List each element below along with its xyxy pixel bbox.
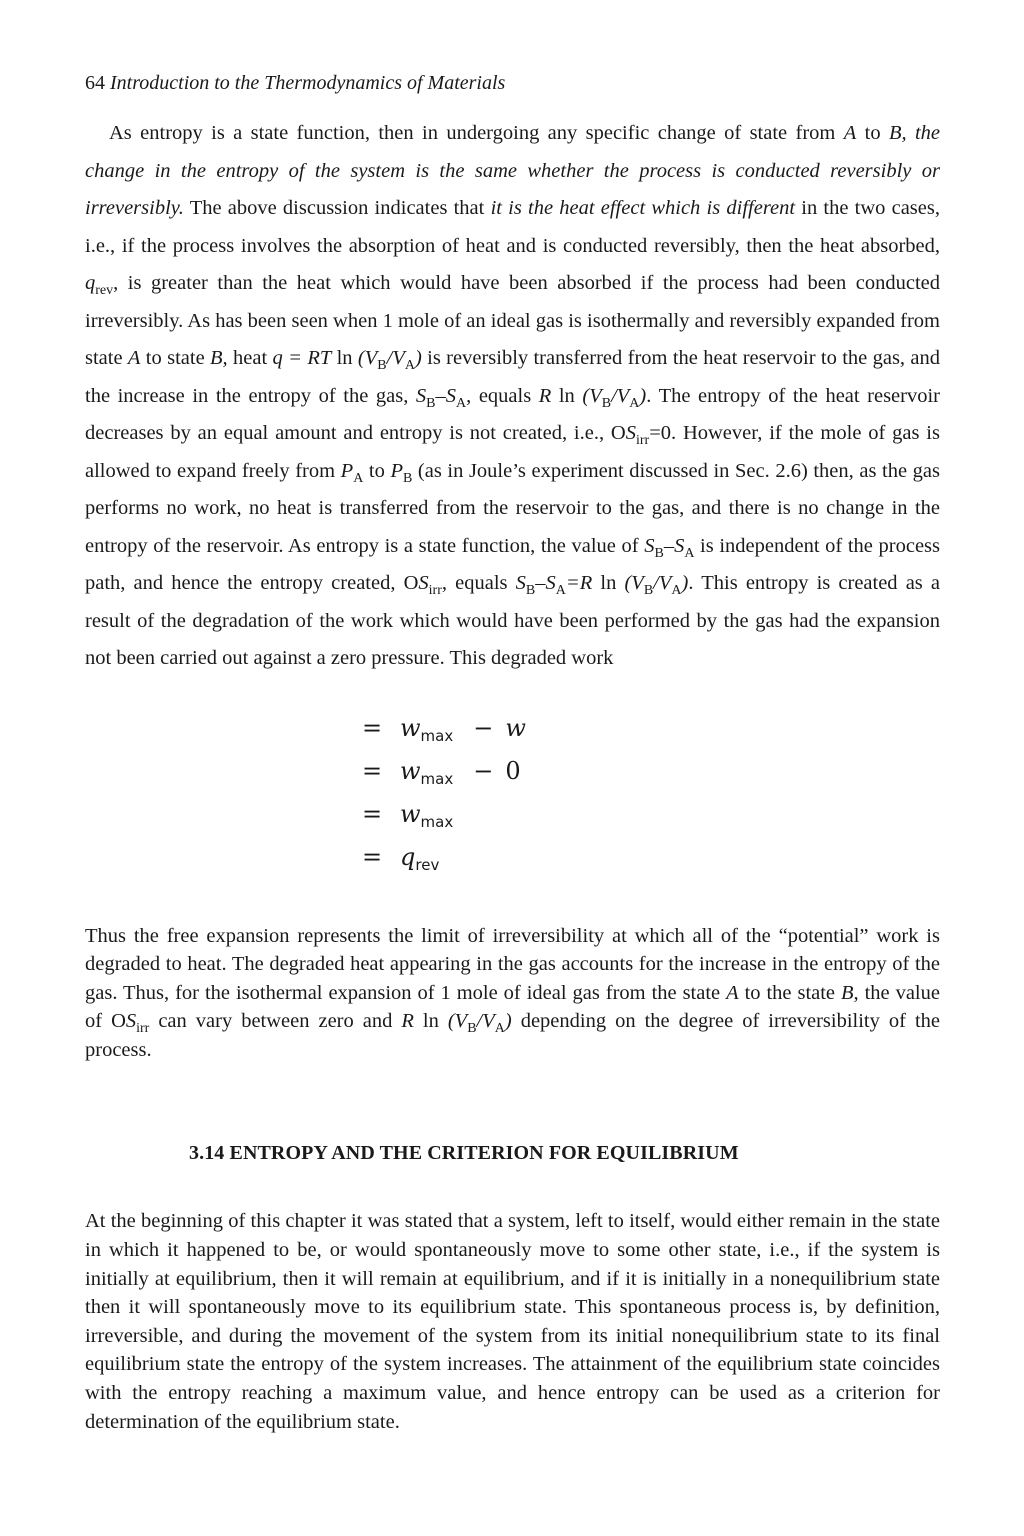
book-title: Introduction to the Thermodynamics of Materials [110,72,506,94]
equation-line-1: = $w_{max} - w$ [362,713,526,745]
degraded-work-equations [362,708,940,880]
paragraph-state-function [85,115,940,678]
equation-line-2: = $w_{max} - 0$ [362,756,521,788]
paragraph-part-a: As entropy is a state function, then in undergoing any specific change of state from A to B, the change in the entropy of the system is the same whether the process is conducted reversibly or irreversibly. The above discussion indicates that it is the heat effect which is different in the two cases, i.e., if the process involves the absorption of heat and is conducted reversibly, then the heat absorbed, $q_{rev}$, is greater than the heat which would have been absorbed if the process had been conducted irreversibly. As has been seen when 1 mole of an ideal gas is isothermally and reversibly expanded from state A to state B, heat q = RT $\ln (V_B/V_A)$ is reversibly transferred from the heat reservoir to the gas, and the increase in the entropy of the gas, $S_B-S_A$, equals R $\ln (V_B/V_A)$. The entropy of the heat reservoir decreases by an equal amount and entropy is not created, i.e., $OS_{irr}=0$. However, if the mole of gas is allowed to expand freely from $P_A$ to $P_B$ (as in Joule’s experiment discussed in Sec. 2.6) then, as the gas performs no work, no heat is transferred from the reservoir to the gas, and there is no change in the entropy of the reservoir. As entropy is a state function, the value of $S_B-S_A$ is independent of the process path, and hence the entropy created, $OS_{irr}$, equals $S_B-S_A=R$ $\ln (V_B/V_A)$. This entropy is created as a result of the degradation of the work which would have been performed by the gas had the expansion not been carried out against a zero pressure. This degraded work [85,122,941,669]
equation-line-4: = $q_{rev}$ [362,842,440,874]
running-header [85,72,940,95]
equation-line-3: = $w_{max}$ [362,799,454,831]
page-number: 64 [85,72,105,94]
page-content [85,72,940,1436]
paragraph-free-expansion: Thus the free expansion represents the limit of irreversibility at which all of the “potential” work is degraded to heat. The degraded heat appearing in the gas accounts for the increase in the entropy of the gas. Thus, for the isothermal expansion of 1 mole of ideal gas from the state A to the state B, the value of $OS_{irr}$ can vary between zero and R $\ln (V_B/V_A)$ depending on the degree of irreversibility of the process. [85,924,940,1061]
section-heading: 3.14 ENTROPY AND THE CRITERION FOR EQUILIBRIUM [189,1142,739,1165]
paragraph-equilibrium-criterion: At the beginning of this chapter it was stated that a system, left to itself, would either remain in the state in which it happened to be, or would spontaneously move to some other state, i.e., if the system is initially at equilibrium, then it will remain at equilibrium, and if it is initially in a nonequilibrium state then it will spontaneously move to its equilibrium state. This spontaneous process is, by definition, irreversible, and during the movement of the system from its initial nonequilibrium state to its final equilibrium state the entropy of the system increases. The attainment of the equilibrium state coincides with the entropy reaching a maximum value, and hence entropy can be used as a criterion for determination of the equilibrium state. [85,1210,940,1433]
